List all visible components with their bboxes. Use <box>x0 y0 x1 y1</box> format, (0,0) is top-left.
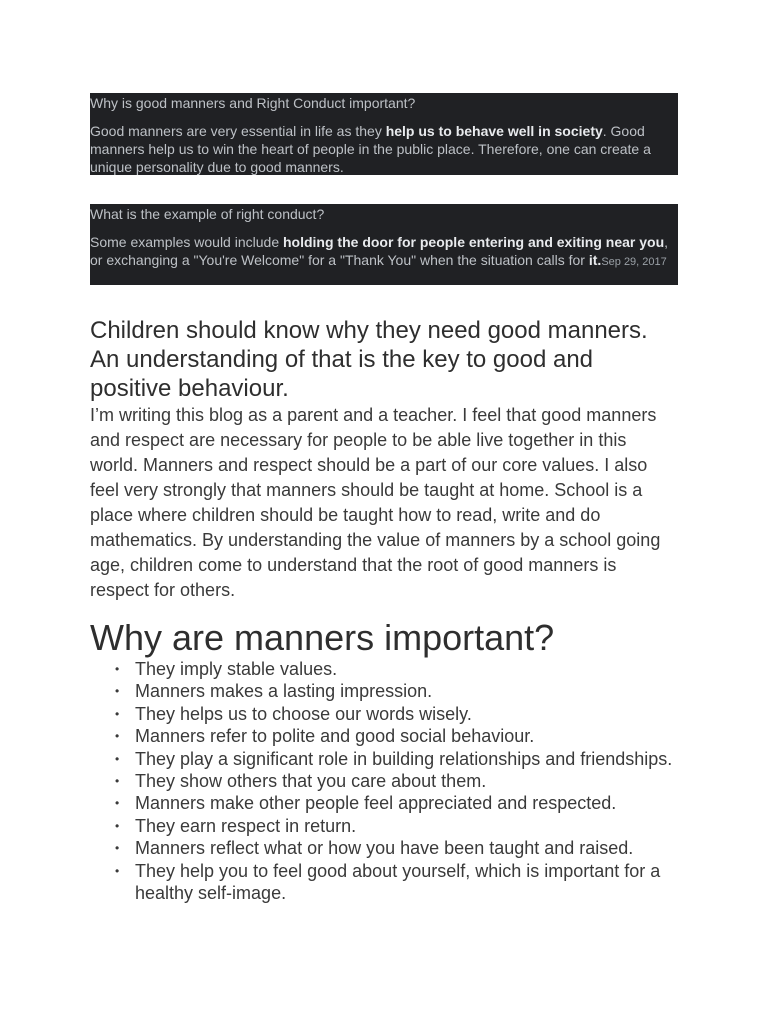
bullet-icon: • <box>115 796 120 811</box>
list-item-text: They help you to feel good about yourself, which is important for a healthy self-image. <box>135 860 661 904</box>
bullet-icon: • <box>115 662 120 676</box>
qa-answer <box>90 233 678 272</box>
qa-box-conduct-importance <box>90 93 678 175</box>
bullet-icon: • <box>115 774 120 789</box>
reasons-list <box>90 658 678 904</box>
qa-answer-highlight: it. <box>588 252 602 268</box>
qa-answer-text: Some examples would include <box>90 234 283 250</box>
section-heading: Why are manners important? <box>90 617 555 658</box>
qa-answer-text: Good manners are very essential in life as they <box>90 123 386 139</box>
qa-box-conduct-example <box>90 204 678 285</box>
intro-paragraph: I’m writing this blog as a parent and a teacher. I feel that good manners and respect are necessary for people to be able live together in this world. Manners and respect should be a part of our core values. I also feel very strongly that manners should be taught at home. School is a place where children should be taught how to read, write and do mathematics. By understanding the value of manners by a school going age, children come to understand that the root of good manners is respect for others. <box>90 405 661 600</box>
list-item <box>90 725 678 747</box>
list-item <box>90 837 678 859</box>
qa-question: What is the example of right conduct? <box>90 206 325 222</box>
bullet-icon: • <box>115 818 120 833</box>
bullet-icon: • <box>115 751 120 766</box>
list-item <box>90 860 678 905</box>
qa-answer-highlight: help us to behave well in society <box>385 123 603 139</box>
list-item <box>90 748 678 770</box>
list-item-text: They play a significant role in building relationships and friendships. <box>135 748 673 769</box>
intro-heading: Children should know why they need good manners. An understanding of that is the key to good and positive behaviour. <box>90 317 648 402</box>
list-item-text: Manners refer to polite and good social behaviour. <box>135 726 535 747</box>
qa-date: Sep 29, 2017 <box>601 256 667 268</box>
list-item <box>90 770 678 792</box>
qa-answer-text: . Good manners help us to win the heart of people in the public place. Therefore, one can create a unique personality due to good manners. <box>90 123 651 175</box>
list-item <box>90 680 678 702</box>
bullet-icon: • <box>115 863 120 878</box>
list-item <box>90 792 678 814</box>
bullet-icon: • <box>115 706 120 721</box>
list-item <box>90 703 678 725</box>
list-item-text: They imply stable values. <box>135 659 338 679</box>
list-item-text: They show others that you care about them. <box>135 771 487 792</box>
list-item-text: Manners makes a lasting impression. <box>135 681 433 702</box>
bullet-icon: • <box>115 729 120 744</box>
list-item <box>90 658 678 680</box>
list-item <box>90 815 678 837</box>
list-item-text: Manners reflect what or how you have been taught and raised. <box>135 838 634 859</box>
qa-answer-highlight: holding the door for people entering and exiting near you <box>283 234 665 250</box>
qa-question: Why is good manners and Right Conduct important? <box>90 95 416 111</box>
list-item-text: They helps us to choose our words wisely. <box>135 703 472 724</box>
bullet-icon: • <box>115 684 120 699</box>
qa-answer <box>90 122 678 177</box>
bullet-icon: • <box>115 841 120 856</box>
qa-answer-text: , or exchanging a "You're Welcome" for a "Thank You" when the situation calls for <box>90 234 669 268</box>
list-item-text: Manners make other people feel appreciated and respected. <box>135 793 617 814</box>
list-item-text: They earn respect in return. <box>135 815 357 836</box>
